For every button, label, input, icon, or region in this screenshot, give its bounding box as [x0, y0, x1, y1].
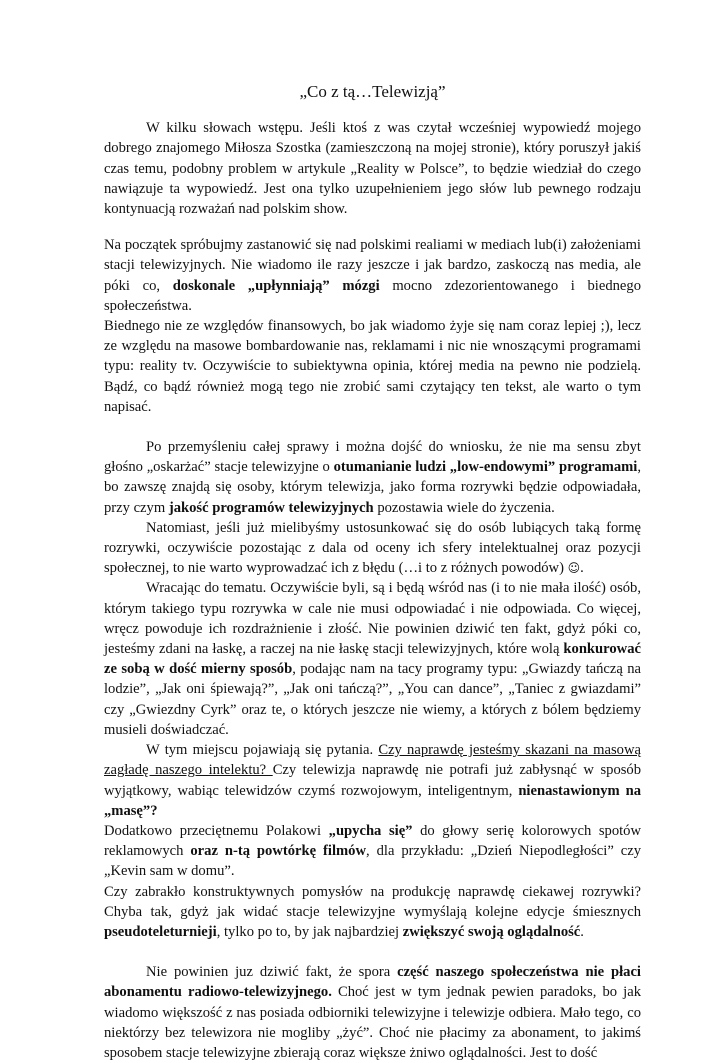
paragraph-realia: Na początek spróbujmy zastanowić się nad polskimi realiami w mediach lub(i) założeniami stacji telewizyjnych. Nie wiadomo ile razy jeszcze i jak bardzo, zaskoczą nas media, ale póki co, doskonale „upłynniają” mózgi mocno zdezorientowanego i biednego społeczeństwa. [104, 237, 641, 314]
paragraph-intro: W kilku słowach wstępu. Jeśli ktoś z was czytał wcześniej wypowiedź mojego dobrego znajomego Miłosza Szostka (zamieszczoną na mojej stronie), który poruszył jakiś czas temu, podobny problem w artykule „Reality w Polsce”, to będzie wiedział do czego nawiązuje ta wypowiedź. Jest ona tylko uzupełnieniem jego słów lub pewnego rodzaju kontynuacją rozważań nad polskim show. [104, 120, 641, 218]
bold-phrase: jakość programów telewizyjnych [168, 499, 374, 516]
bold-phrase: otumanianie ludzi „low-endowymi” programami [333, 459, 638, 476]
paragraph-dodatkowo: Dodatkowo przeciętnemu Polakowi „upycha się” do głowy serię kolorowych spotów reklamowych oraz n-tą powtórkę filmów, dla przykładu: „Dzień Niepodległości” czy „Kevin sam w domu”. [104, 822, 642, 880]
document-title: „Co z tą…Telewizją” [299, 82, 446, 101]
paragraph-zabraklo: Czy zabrakło konstruktywnych pomysłów na produkcję naprawdę ciekawej rozrywki? Chyba tak, gdyż jak widać stacje telewizyjne wymyślają kolejne edycje śmiesznych pseudoteleturnieji, tylko po to, by jak najbardziej zwiększyć swoją oglądalność. [104, 883, 641, 940]
paragraph-pytania: W tym miejscu pojawiają się pytania. Czy naprawdę jesteśmy skazani na masową zagładę naszego intelektu? Czy telewizja naprawdę nie potrafi już zabłysnąć w sposób wyjątkowy, wabiąc telewidzów czymś rozwojowym, inteligentnym, nienastawionym na „masę”? [104, 742, 642, 819]
bold-phrase: nienastawionym na „masę”? [104, 782, 642, 819]
paragraph-abonament: Nie powinien juz dziwić fakt, że spora część naszego społeczeństwa nie płaci abonamentu radiowo-telewizyjnego. Choć jest w tym jednak pewien paradoks, bo jak wiadomo większość z nas posiada odbiorniki telewizyjne i telewizje odbiera. Mało tego, co niektórzy bez telewizora nie mogliby „żyć”. Choć nie płacimy za abonament, to jakimś sposobem stacje telewizyjne zbierają coraz większe żniwo oglądalności. Jest to dość [104, 964, 641, 1061]
bold-phrase: oraz n-tą powtórkę filmów [190, 843, 367, 860]
paragraph-natomiast: Natomiast, jeśli już mielibyśmy ustosunkować się do osób lubiących taką formę rozrywki, oczywiście pozostając z dala od oceny ich sfery intelektualnej oraz pozycji społecznej, to nie warto wyprowadzać ich z błędu (…i to z różnych powodów) ☺. [104, 519, 641, 577]
smiley-icon: ☺ [567, 561, 581, 576]
bold-phrase: „upycha się” [328, 822, 413, 839]
document-page [104, 82, 641, 1063]
bold-phrase: część naszego społeczeństwa nie płaci abonamentu radiowo-telewizyjnego. [104, 964, 641, 1001]
underlined-question: Czy naprawdę jesteśmy skazani na masową zagładę naszego intelektu? [104, 742, 641, 779]
bold-phrase: doskonale „upłynniają” mózgi [172, 277, 380, 294]
bold-phrase: konkurować ze sobą w dość mierny sposób [104, 641, 641, 678]
paragraph-przemyslenie: Po przemyśleniu całej sprawy i można dojść do wniosku, że nie ma sensu zbyt głośno „oskarżać” stacje telewizyjne o otumanianie ludzi „low-endowymi” programami, bo zawszę znajdą się osoby, którym telewizja, jako forma rozrywki będzie odpowiadała, przy czym jakość programów telewizyjnych pozostawia wiele do życzenia. [104, 439, 641, 516]
paragraph-biednego: Biednego nie ze względów finansowych, bo jak wiadomo żyje się nam coraz lepiej ;), lecz ze względu na masowe bombardowanie nas, reklamami i nic nie wnoszącymi programami typu: reality tv. Oczywiście to subiektywna opinia, której media na pewno nie podzielą. Bądź, co bądź również mogą tego nie zrobić sami czytający ten tekst, ale warto o tym napisać. [104, 318, 641, 415]
bold-phrase: zwiększyć swoją oglądalność [402, 923, 581, 940]
bold-phrase: pseudoteleturnieji [104, 923, 217, 940]
paragraph-wracajac: Wracając do tematu. Oczywiście byli, są i będą wśród nas (i to nie mała ilość) osób, którym takiego typu rozrywka w cale nie musi odpowiadać i nie odpowiada. Co więcej, wręcz powoduje ich rozdrażnienie i złość. Nie powinien dziwić ten fakt, gdyż póki co, jesteśmy zdani na łaskę, a raczej na nie łaskę stacji telewizyjnych, które wolą konkurować ze sobą w dość mierny sposób, podając nam na tacy programy typu: „Gwiazdy tańczą na lodzie”, „Jak oni śpiewają?”, „Jak oni tańczą?”, „You can dance”, „Taniec z gwiazdami” czy „Gwiezdny Cyrk” oraz te, o których jeszcze nie wiemy, a których z bólem będziemy musieli doświadczać. [104, 580, 642, 738]
